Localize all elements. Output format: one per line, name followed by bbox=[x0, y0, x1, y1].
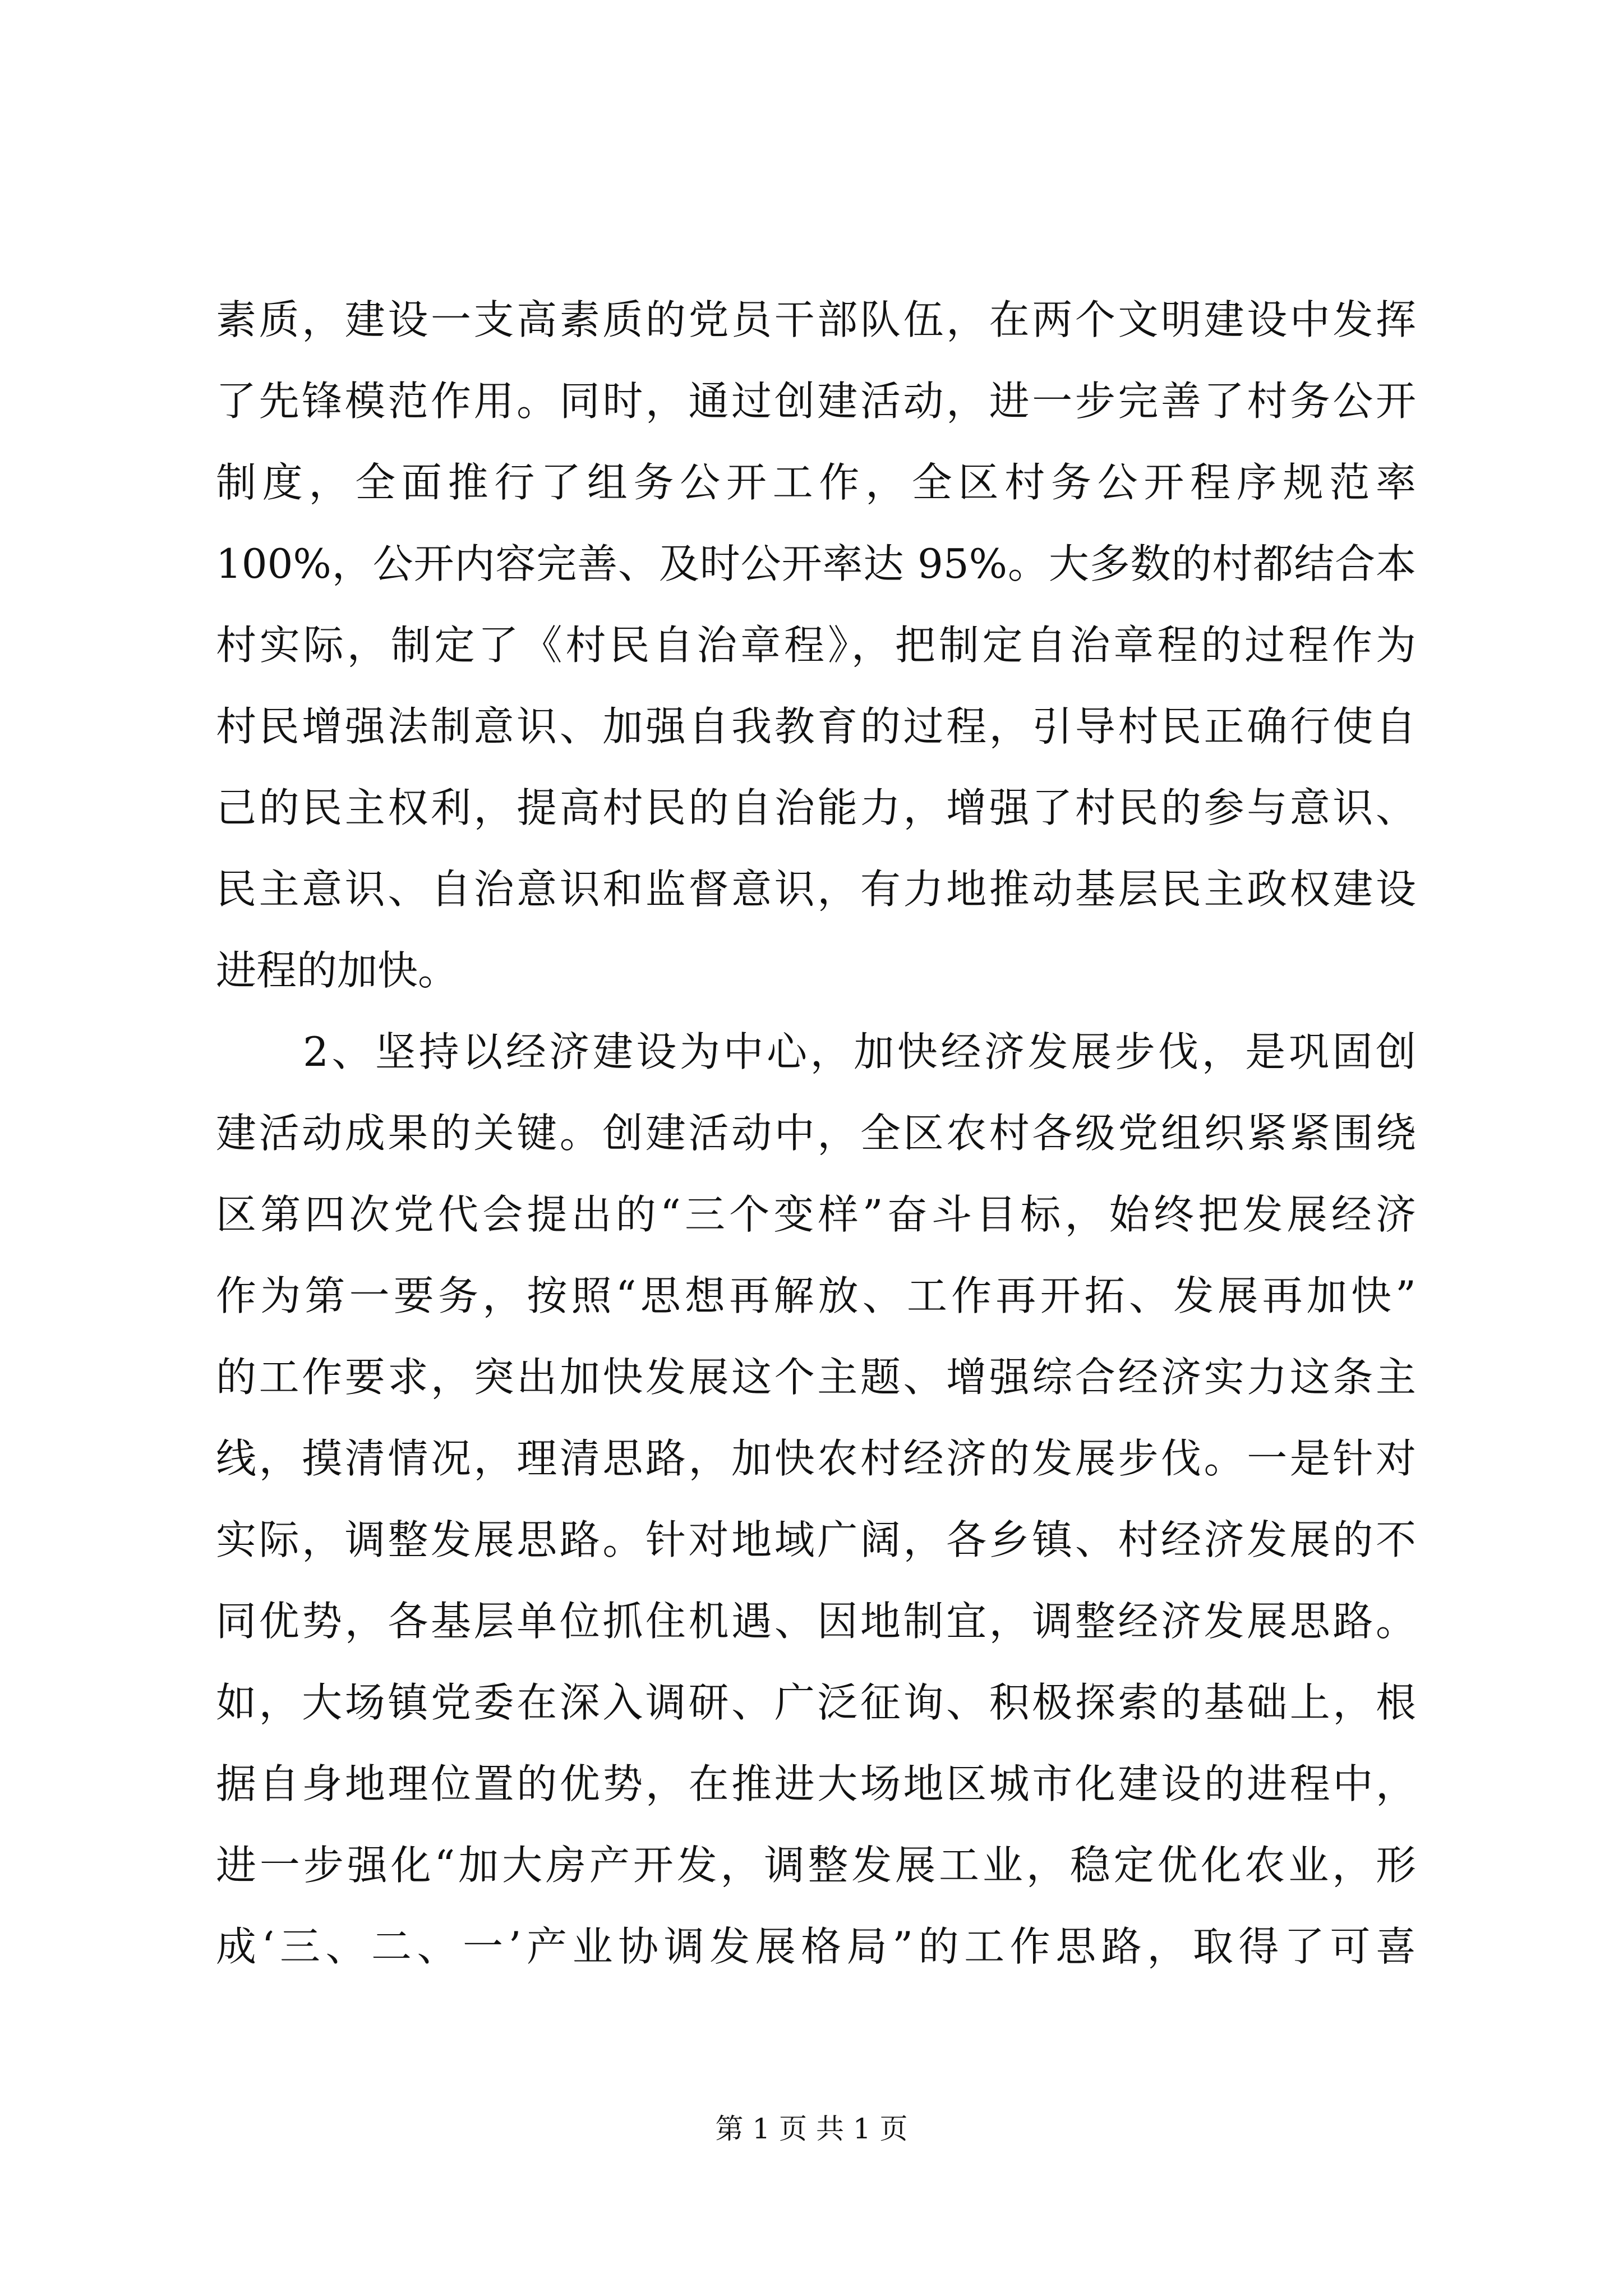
text-line: 建活动成果的关键。创建活动中，全区农村各级党组织紧紧围绕 bbox=[216, 1110, 1416, 1157]
text-line: 线，摸清情况，理清思路，加快农村经济的发展步伐。一是针对 bbox=[216, 1435, 1416, 1482]
text-line: 据自身地理位置的优势，在推进大场地区城市化建设的进程中， bbox=[216, 1760, 1416, 1807]
text-line: 100%，公开内容完善、及时公开率达 95%。大多数的村都结合本 bbox=[216, 540, 1416, 587]
text-line: 区第四次党代会提出的“三个变样”奋斗目标，始终把发展经济 bbox=[216, 1191, 1416, 1238]
text-line: 素质，建设一支高素质的党员干部队伍，在两个文明建设中发挥 bbox=[216, 296, 1416, 343]
text-line: 成‘三、二、一’产业协调发展格局”的工作思路，取得了可喜 bbox=[216, 1923, 1416, 1970]
text-line: 己的民主权利，提高村民的自治能力，增强了村民的参与意识、 bbox=[216, 784, 1416, 831]
text-line: 如，大场镇党委在深入调研、广泛征询、积极探索的基础上，根 bbox=[216, 1679, 1416, 1726]
text-line: 村实际，制定了《村民自治章程》，把制定自治章程的过程作为 bbox=[216, 622, 1416, 669]
text-line: 实际，调整发展思路。针对地域广阔，各乡镇、村经济发展的不 bbox=[216, 1516, 1416, 1563]
document-body bbox=[216, 292, 1416, 2000]
text-line: 了先锋模范作用。同时，通过创建活动，进一步完善了村务公开 bbox=[216, 378, 1416, 425]
text-line: 的工作要求，突出加快发展这个主题、增强综合经济实力这条主 bbox=[216, 1354, 1416, 1401]
text-line: 2、坚持以经济建设为中心，加快经济发展步伐，是巩固创 bbox=[216, 1028, 1416, 1075]
page-footer: 第 1 页 共 1 页 bbox=[715, 2113, 908, 2145]
text-line: 制度，全面推行了组务公开工作，全区村务公开程序规范率 bbox=[216, 459, 1416, 506]
text-line: 进一步强化“加大房产开发，调整发展工业，稳定优化农业，形 bbox=[216, 1842, 1416, 1889]
text-line: 民主意识、自治意识和监督意识，有力地推动基层民主政权建设 bbox=[216, 866, 1416, 913]
text-line: 进程的加快。 bbox=[216, 947, 459, 994]
text-line: 村民增强法制意识、加强自我教育的过程，引导村民正确行使自 bbox=[216, 703, 1416, 750]
text-line: 作为第一要务，按照“思想再解放、工作再开拓、发展再加快” bbox=[216, 1272, 1416, 1319]
text-line: 同优势，各基层单位抓住机遇、因地制宜，调整经济发展思路。 bbox=[216, 1598, 1416, 1645]
